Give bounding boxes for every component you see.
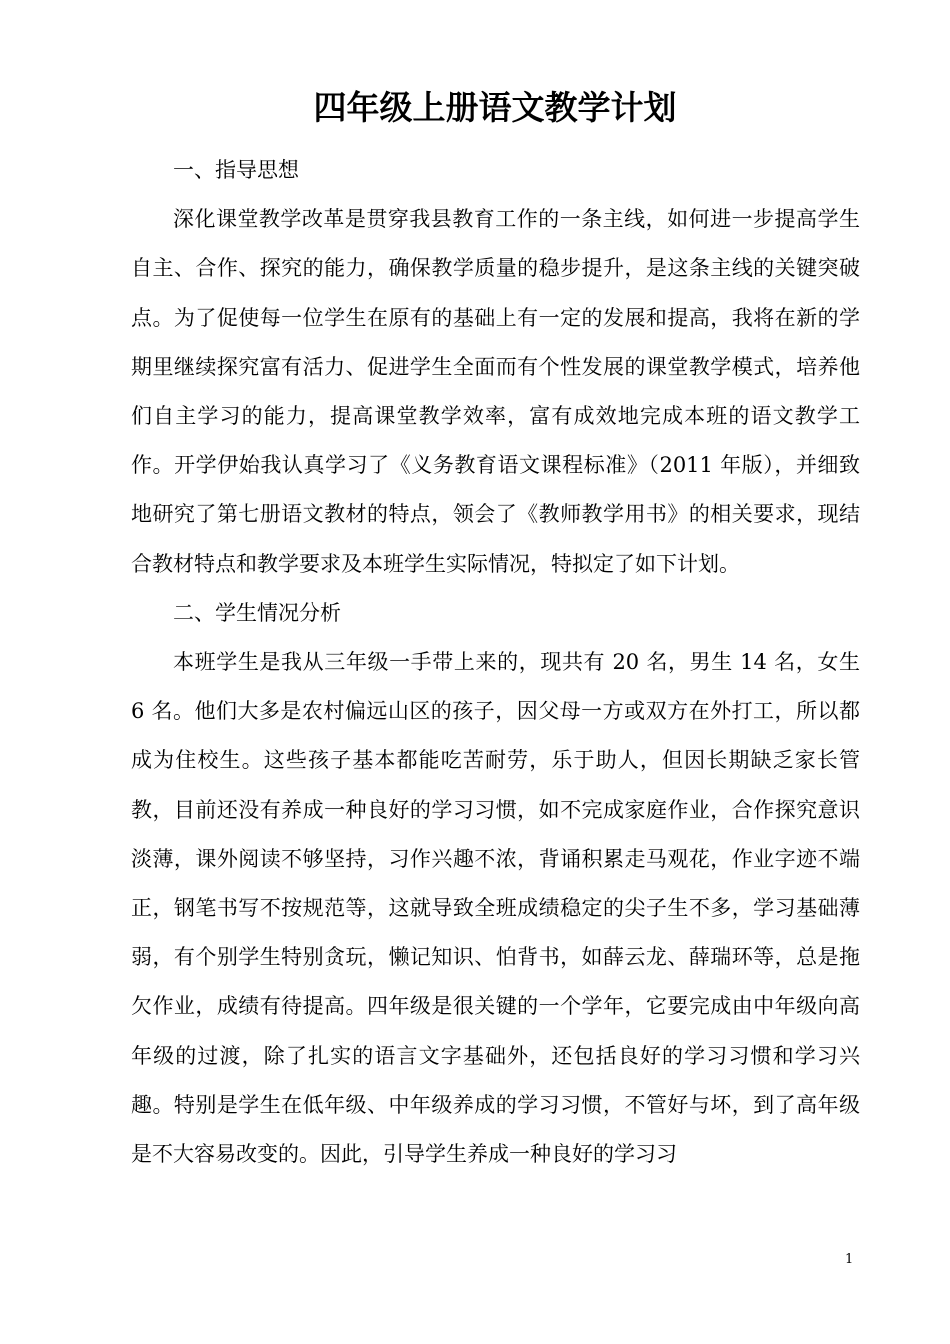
- section-heading-guiding-ideology: 一、指导思想: [173, 158, 299, 182]
- paragraph-guiding-ideology: 深化课堂教学改革是贯穿我县教育工作的一条主线，如何进一步提高学生自主、合作、探究的能力，确保教学质量的稳步提升，是这条主线的关键突破点。为了促使每一位学生在原有的基础上有一定的发展和提高，我将在新的学期里继续探究富有活力、促进学生全面而有个性发展的课堂教学模式，培养他们自主学习的能力，提高课堂教学效率，富有成效地完成本班的语文教学工作。开学伊始我认真学习了《义务教育语文课程标准》（2011 年版），并细致地研究了第七册语文教材的特点，领会了《教师教学用书》的相关要求，现结合教材特点和教学要求及本班学生实际情况，特拟定了如下计划。: [131, 207, 860, 576]
- paragraph-student-analysis: 本班学生是我从三年级一手带上来的，现共有 20 名，男生 14 名，女生 6 名。他们大多是农村偏远山区的孩子，因父母一方或双方在外打工，所以都成为住校生。这些孩子基本都能吃苦耐劳，乐于助人，但因长期缺乏家长管教，目前还没有养成一种良好的学习习惯，如不完成家庭作业，合作探究意识淡薄，课外阅读不够坚持，习作兴趣不浓，背诵积累走马观花，作业字迹不端正，钢笔书写不按规范等，这就导致全班成绩稳定的尖子生不多，学习基础薄弱，有个别学生特别贪玩，懒记知识、怕背书，如薛云龙、薛瑞环等，总是拖欠作业，成绩有待提高。四年级是很关键的一个学年，它要完成由中年级向高年级的过渡，除了扎实的语言文字基础外，还包括良好的学习习惯和学习兴趣。特别是学生在低年级、中年级养成的学习习惯，不管好与坏，到了高年级是不大容易改变的。因此，引导学生养成一种良好的学习习: [131, 650, 860, 1167]
- section-heading-student-analysis: 二、学生情况分析: [173, 600, 341, 625]
- document-body: [131, 146, 860, 1179]
- document-title: 四年级上册语文教学计划: [313, 88, 677, 127]
- page-number: 1: [845, 1252, 854, 1267]
